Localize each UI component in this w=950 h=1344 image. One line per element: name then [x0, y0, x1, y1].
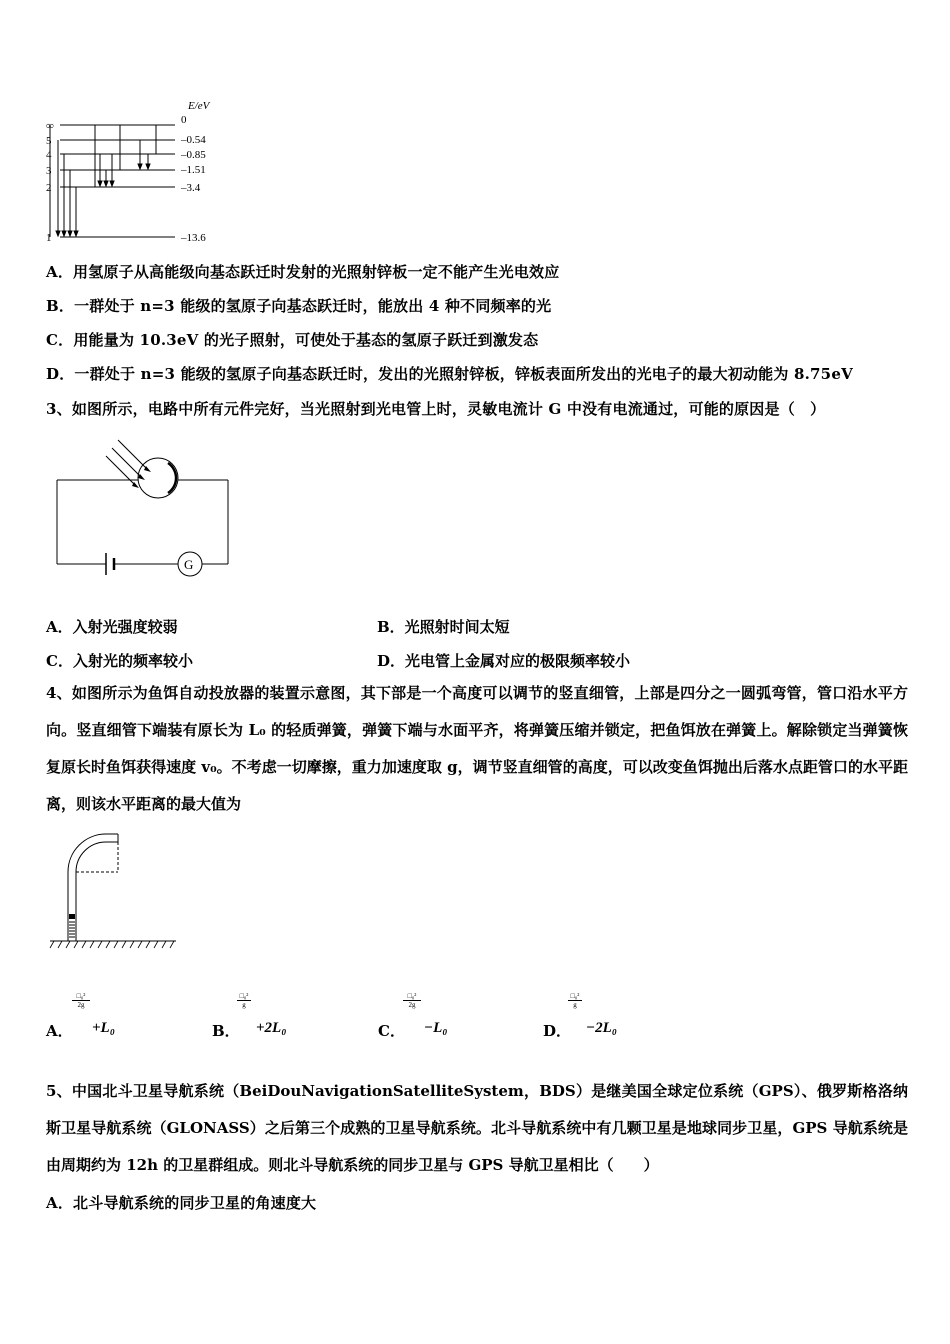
q4-option-a-fraction	[72, 992, 90, 1009]
level-e-1: –13.6	[181, 232, 206, 244]
energy-level-diagram	[40, 96, 240, 248]
q3-option-b[interactable]: B．光照射时间太短	[377, 618, 510, 636]
level-n-inf: ∞	[46, 120, 54, 132]
q4-option-d-denominator: g	[568, 1000, 582, 1009]
q4-option-c-fraction	[403, 992, 421, 1009]
q4-option-d-numerator: □₀²	[570, 992, 580, 1000]
q4-option-c-denominator: 2g	[403, 1000, 421, 1009]
q5-stem: 5、中国北斗卫星导航系统（BeiDouNavigationSatelliteSystem，BDS）是继美国全球定位系统（GPS）、俄罗斯格洛纳斯卫星导航系统（GLONASS）之后第三个成熟的卫星导航系统。北斗导航系统中有几颗卫星是地球同步卫星，GPS 导航系统是由周期约为 12h 的卫星群组成。则北斗导航系统的同步卫星与 GPS 导航卫星相比（ ）	[46, 1082, 908, 1174]
q3-option-d[interactable]: D．光电管上金属对应的极限频率较小	[377, 652, 631, 670]
q5-option-a[interactable]: A．北斗导航系统的同步卫星的角速度大	[46, 1194, 317, 1212]
q4-option-c-tail: −L₀	[424, 1020, 448, 1036]
galvanometer-label: G	[184, 557, 194, 572]
fish-bait-launcher-diagram	[46, 826, 181, 956]
q4-option-a-tail: +L₀	[92, 1020, 115, 1036]
q4-stem: 4、如图所示为鱼饵自动投放器的装置示意图，其下部是一个高度可以调节的竖直细管，上部是四分之一圆弧弯管，管口沿水平方向。竖直细管下端装有原长为 L₀ 的轻质弹簧，弹簧下端与水面平齐，将弹簧压缩并锁定，把鱼饵放在弹簧上。解除锁定当弹簧恢复原长时鱼饵获得速度 v₀。不考虑一切摩擦，重力加速度取 g，调节竖直细管的高度，可以改变鱼饵抛出后落水点距管口的水平距离，则该水平距离的最大值为	[46, 684, 908, 813]
q4-option-d-letter[interactable]: D．	[543, 1022, 572, 1040]
q2-option-b[interactable]: B．一群处于 n=3 能级的氢原子向基态跃迁时，能放出 4 种不同频率的光	[46, 297, 552, 315]
level-e-2: –3.4	[181, 182, 201, 194]
q3-stem: 3、如图所示，电路中所有元件完好，当光照射到光电管上时，灵敏电流计 G 中没有电流通过，可能的原因是（ ）	[46, 400, 826, 418]
q4-option-a-numerator: □₀²	[76, 992, 86, 1000]
transition-arrows	[56, 125, 156, 236]
phototube-circuit-diagram	[50, 430, 240, 580]
energy-axis-label: E/eV	[188, 100, 210, 112]
q4-option-b-letter[interactable]: B．	[212, 1022, 240, 1040]
q4-option-c-numerator: □₀²	[407, 992, 417, 1000]
q3-option-c[interactable]: C．入射光的频率较小	[46, 652, 193, 670]
level-e-4: –0.85	[181, 149, 206, 161]
level-n-2: 2	[46, 182, 52, 194]
q4-option-b-numerator: □₀²	[239, 992, 249, 1000]
q4-option-a-denominator: 2g	[72, 1000, 90, 1009]
q4-option-d-fraction	[568, 992, 582, 1009]
q4-option-a-letter[interactable]: A．	[46, 1022, 73, 1040]
q3-option-a[interactable]: A．入射光强度较弱	[46, 618, 178, 636]
q2-option-a[interactable]: A．用氢原子从高能级向基态跃迁时发射的光照射锌板一定不能产生光电效应	[46, 263, 560, 281]
level-n-4: 4	[46, 149, 52, 161]
level-e-3: –1.51	[181, 164, 206, 176]
level-e-inf: 0	[181, 114, 187, 126]
q4-option-b-fraction	[237, 992, 251, 1009]
q4-option-d-tail: −2L₀	[586, 1020, 617, 1036]
level-n-1: 1	[46, 232, 52, 244]
level-n-5: 5	[46, 135, 52, 147]
level-n-3: 3	[46, 165, 52, 177]
q4-option-b-tail: +2L₀	[256, 1020, 287, 1036]
q4-option-c-letter[interactable]: C．	[378, 1022, 405, 1040]
q4-option-b-denominator: g	[237, 1000, 251, 1009]
q2-option-d[interactable]: D．一群处于 n=3 能级的氢原子向基态跃迁时，发出的光照射锌板，锌板表面所发出的光电子的最大初动能为 8.75eV	[46, 365, 853, 383]
q2-option-c[interactable]: C．用能量为 10.3eV 的光子照射，可使处于基态的氢原子跃迁到激发态	[46, 331, 539, 349]
level-e-5: –0.54	[181, 134, 206, 146]
